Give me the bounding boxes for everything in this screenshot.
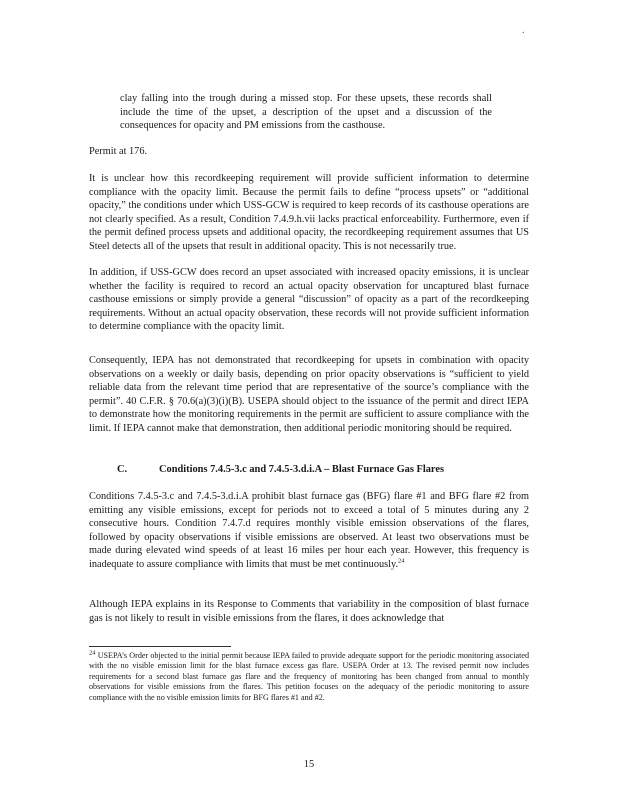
flares-text: Conditions 7.4.5-3.c and 7.4.5-3.d.i.A prohibit blast furnace gas (BFG) flare #1 and BFG flare #2 from emitting any visible emissions, except for periods not to exceed a total of 5 minutes during any 2 consecutive hours. Condition 7.4.7.d requires monthly visible emission observations of the flares, followed by opacity observations if visible emissions are observed. At least two observations must be made during elevated wind speeds of at least 16 miles per hour each year. However, this frequency is inadequate to assure compliance with limits that must be met continuously. bbox=[89, 491, 529, 570]
section-letter: C. bbox=[117, 464, 128, 475]
citation bbox=[89, 145, 529, 159]
paragraph-text bbox=[89, 490, 529, 572]
footnote-text bbox=[89, 651, 529, 703]
paragraph-although bbox=[89, 598, 529, 625]
page-number: 15 bbox=[303, 759, 315, 770]
footnote-ref: 24 bbox=[398, 557, 405, 565]
paragraph-flares bbox=[89, 490, 529, 572]
paragraph-upset-records bbox=[89, 266, 529, 334]
paragraph-text: Although IEPA explains in its Response to Comments that variability in the composition of blast furnace gas is not likely to result in visible emissions from the flares, it does acknowledge that bbox=[89, 599, 529, 624]
paragraph-text: It is unclear how this recordkeeping requirement will provide sufficient information to determine compliance with the opacity limit. Because the permit fails to define “process upsets” or “additional opacity,” the conditions under which USS-GCW is required to keep records of its casthouse operations are not clearly specified. As a result, Condition 7.4.9.h.vii lacks practical enforceability. Furthermore, even if the permit defined process upsets and additional opacity, the recordkeeping requirement assumes that US Steel detects all of the upsets that result in additional opacity. This is not necessarily true. bbox=[89, 173, 529, 252]
block-quote-text: clay falling into the trough during a missed stop. For these upsets, these records shall include the time of the upset, a description of the upset and a discussion of the consequences for opacity and PM emissions from the casthouse. bbox=[120, 93, 492, 132]
paragraph-text: Consequently, IEPA has not demonstrated that recordkeeping for upsets in combination with opacity observations on a weekly or daily basis, depending on prior opacity observations is “sufficient to yield reliable data from the relevant time period that are representative of the source’s compliance with the permit”. 40 C.F.R. § 70.6(a)(3)(i)(B). USEPA should object to the issuance of the permit and direct IEPA to demonstrate how the monitoring requirements in the permit are sufficient to assure compliance with the limit. If IEPA cannot make that demonstration, then additional periodic monitoring should be required. bbox=[89, 355, 529, 434]
block-quote bbox=[120, 92, 492, 133]
section-title: Conditions 7.4.5-3.c and 7.4.5-3.d.i.A – Blast Furnace Gas Flares bbox=[159, 464, 444, 475]
footnote-body: USEPA’s Order objected to the initial permit because IEPA failed to provide adequate support for the periodic monitoring associated with the no visible emission limit for the blast furnace excess gas flare. USEPA Order at 13. The revised permit now includes requirements for a second blast furnace gas flare and the frequency of monitoring has been changed from annual to monthly observations for visible emissions from the flares. This petition focuses on the adequacy of the periodic monitoring to assure compliance with the no visible emission limits for BFG flares #1 and #2. bbox=[89, 651, 529, 702]
footnote bbox=[89, 651, 529, 703]
paragraph-consequently bbox=[89, 354, 529, 436]
section-heading bbox=[89, 463, 529, 477]
corner-mark: . bbox=[522, 25, 525, 36]
paragraph-text: In addition, if USS-GCW does record an upset associated with increased opacity emissions, it is unclear whether the facility is required to record an actual opacity observation for uncaptured blast furnace casthouse emissions or simply provide a general “discussion” of opacity as a part of the recordkeeping requirements. Without an actual opacity observation, these records will not provide sufficient information to determine compliance with the opacity limit. bbox=[89, 267, 529, 333]
footnote-divider bbox=[89, 646, 231, 647]
paragraph-recordkeeping bbox=[89, 172, 529, 254]
citation-text: Permit at 176. bbox=[89, 146, 148, 157]
footnote-number: 24 bbox=[89, 649, 96, 657]
